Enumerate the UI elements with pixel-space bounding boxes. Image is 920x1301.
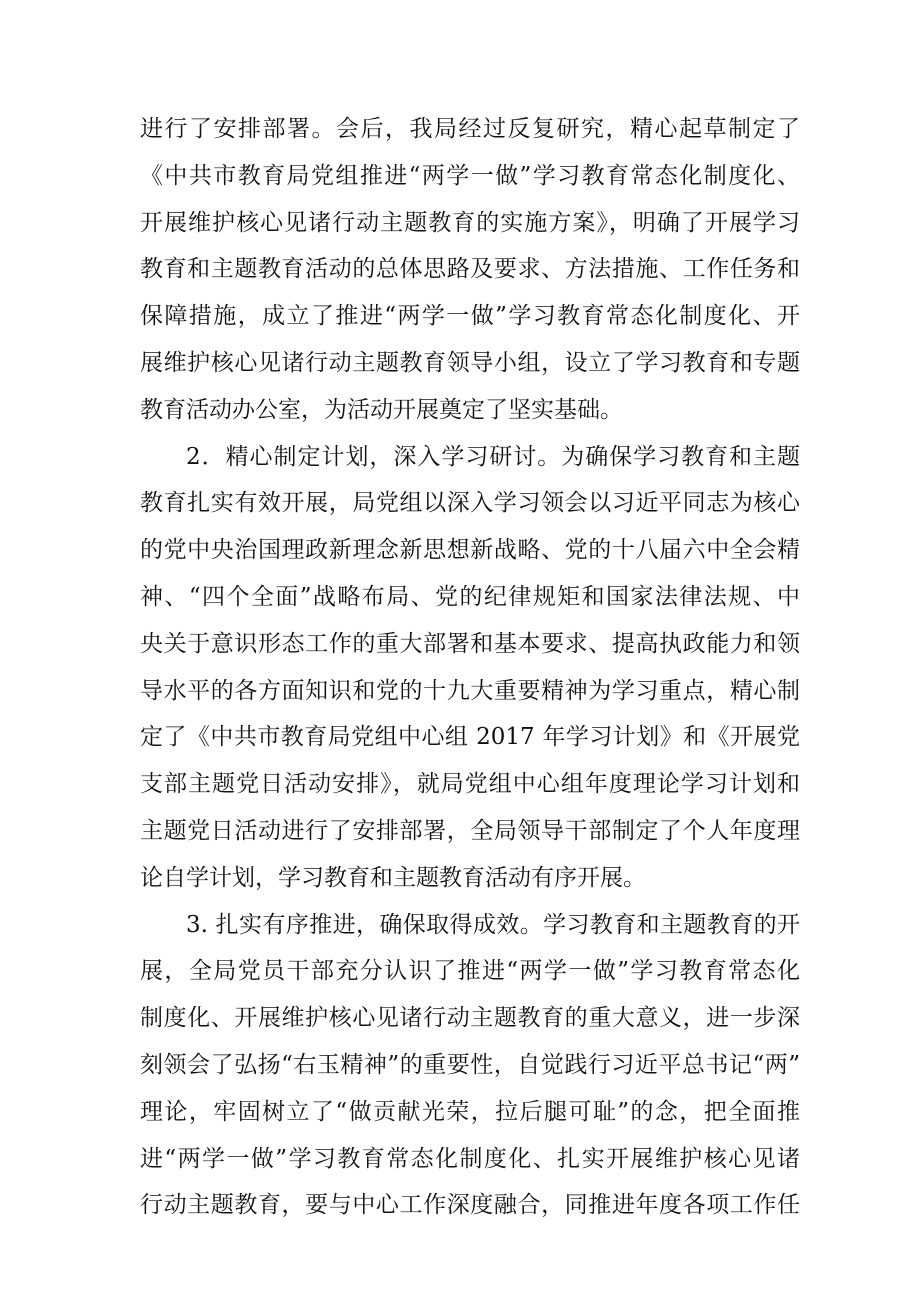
text-line: 神、“四个全面”战略布局、党的纪律规矩和国家法律法规、中 [140, 583, 800, 610]
text-line: 制度化、开展维护核心见诸行动主题教育的重大意义，进一步深 [140, 1005, 800, 1032]
text-line: 进“两学一做”学习教育常态化制度化、扎实开展维护核心见诸 [140, 1145, 800, 1172]
paragraph-3-first-line: 3. 扎实有序推进，确保取得成效。学习教育和主题教育的开 [186, 911, 800, 938]
text-line: 开展维护核心见诸行动主题教育的实施方案》，明确了开展学习 [140, 209, 800, 236]
paragraph-end-line: 教育活动办公室，为活动开展奠定了坚实基础。 [140, 396, 623, 423]
paragraph-2-first-line: 2．精心制定计划，深入学习研讨。为确保学习教育和主题 [186, 443, 800, 470]
text-line: 展维护核心见诸行动主题教育领导小组，设立了学习教育和专题 [140, 349, 800, 376]
text-line: 央关于意识形态工作的重大部署和基本要求、提高执政能力和领 [140, 630, 800, 657]
text-line: 理论，牢固树立了“做贡献光荣，拉后腿可耻”的念，把全面推 [140, 1098, 800, 1125]
text-line: 导水平的各方面知识和党的十九大重要精神为学习重点，精心制 [140, 677, 800, 704]
text-line: 行动主题教育，要与中心工作深度融合，同推进年度各项工作任 [140, 1192, 800, 1219]
text-line: 定了《中共市教育局党组中心组 2017 年学习计划》和《开展党 [140, 724, 800, 751]
text-line: 刻领会了弘扬“右玉精神”的重要性，自觉践行习近平总书记“两” [140, 1051, 800, 1078]
text-line: 进行了安排部署。会后，我局经过反复研究，精心起草制定了 [140, 116, 800, 142]
text-line: 保障措施，成立了推进“两学一做”学习教育常态化制度化、开 [140, 303, 800, 330]
text-line: 的党中央治国理政新理念新思想新战略、党的十八届六中全会精 [140, 537, 800, 564]
paragraph-end-line: 论自学计划，学习教育和主题教育活动有序开展。 [140, 864, 646, 891]
text-line: 教育扎实有效开展，局党组以深入学习领会以习近平同志为核心 [140, 490, 800, 517]
text-line: 展，全局党员干部充分认识了推进“两学一做”学习教育常态化 [140, 958, 800, 985]
body-text [140, 106, 800, 1229]
text-line: 主题党日活动进行了安排部署，全局领导干部制定了个人年度理 [140, 817, 800, 844]
text-line: 教育和主题教育活动的总体思路及要求、方法措施、工作任务和 [140, 256, 800, 283]
text-line: 支部主题党日活动安排》，就局党组中心组年度理论学习计划和 [140, 771, 800, 798]
text-line: 《中共市教育局党组推进“两学一做”学习教育常态化制度化、 [140, 162, 800, 189]
